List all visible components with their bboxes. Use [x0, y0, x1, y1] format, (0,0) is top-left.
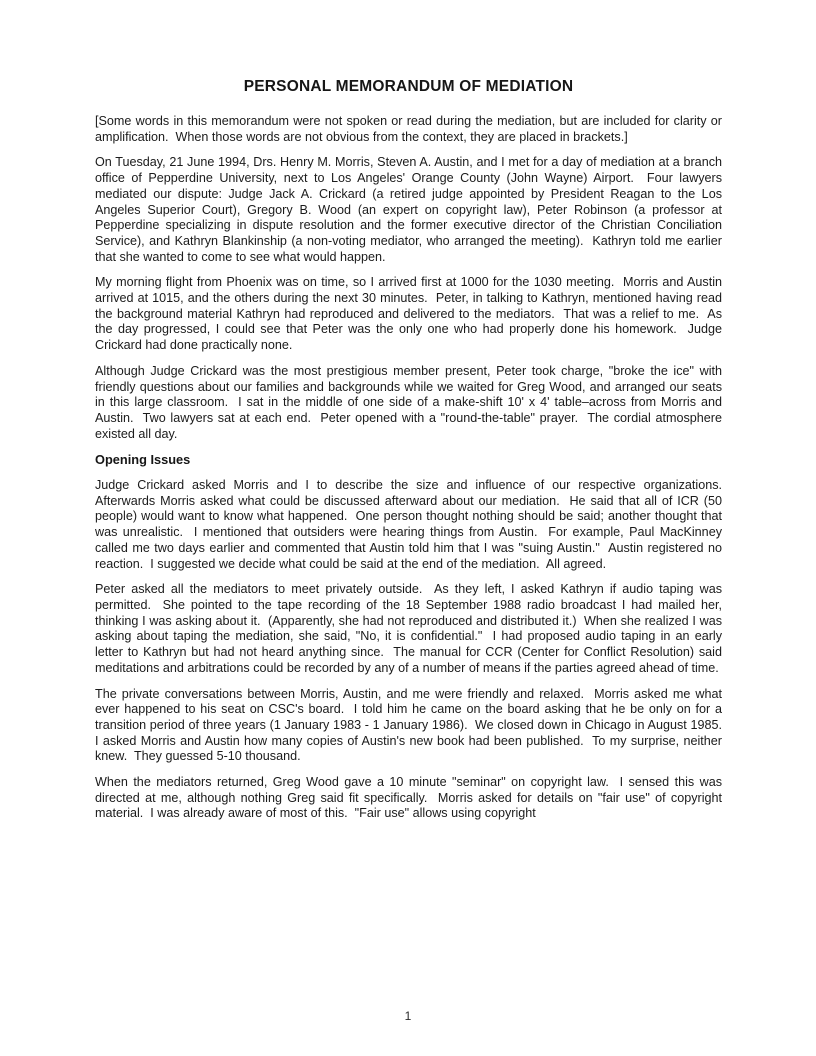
- paragraph-arrival: My morning flight from Phoenix was on time, so I arrived first at 1000 for the 1030 meeting. Morris and Austin arrived at 1015, and the others during the next 30 minutes. Peter, in talking to Kathryn, mentioned having read the background material Kathryn had reproduced and delivered to the mediators. That was a relief to me. As the day progressed, I could see that Peter was the only one who had properly done his homework. Judge Crickard had done practically none.: [95, 275, 726, 353]
- page-number: 1: [404, 1009, 412, 1023]
- document-title-text: PERSONAL MEMORANDUM OF MEDIATION: [243, 78, 574, 95]
- paragraph-mediation-day: On Tuesday, 21 June 1994, Drs. Henry M. Morris, Steven A. Austin, and I met for a day of mediation at a branch office of Pepperdine University, next to Los Angeles' Orange County (John Wayne) Airport. Four lawyers mediated our dispute: Judge Jack A. Crickard (a retired judge appointed by President Reagan to the Los Angeles Superior Court), Gregory B. Wood (an expert on copyright law), Peter Robinson (a professor at Pepperdine specializing in dispute resolution and the former executive director of the Christian Conciliation Service), and Kathryn Blankinship (a non-voting mediator, who arranged the meeting). Kathryn told me earlier that she wanted to come to see what would happen.: [95, 155, 726, 264]
- document-title: [95, 78, 722, 96]
- paragraph-audio-taping: Peter asked all the mediators to meet privately outside. As they left, I asked Kathryn if audio taping was permitted. She pointed to the tape recording of the 18 September 1988 radio broadcast I had mailed her, thinking I was asking about it. (Apparently, she had not reproduced and distributed it.) When she realized I was asking about taping the mediation, she said, "No, it is confidential." I had proposed audio taping in an early letter to Kathryn but had not heard anything since. The manual for CCR (Center for Conflict Resolution) said meditations and arbitrations could be recorded by any of a number of means if the parties agreed ahead of time.: [95, 582, 726, 675]
- paragraph-seating: Although Judge Crickard was the most prestigious member present, Peter took charge, "broke the ice" with friendly questions about our families and backgrounds while we waited for Greg Wood, and arranged our seats in this large classroom. I sat in the middle of one side of a make-shift 10' x 4' table–across from Morris and Austin. Two lawyers sat at each end. Peter opened with a "round-the-table" prayer. The cordial atmosphere existed all day.: [95, 363, 726, 441]
- paragraph-opening-discussion: Judge Crickard asked Morris and I to describe the size and influence of our respective organizations. Afterwards Morris asked what could be discussed afterward about our mediation. He said that all of ICR (50 people) would want to know what happened. One person thought nothing should be said; another thought that was unrealistic. I mentioned that outsiders were hearing things from Austin. For example, Paul MacKinney called me two days earlier and commented that Austin told him that I was "suing Austin." Austin registered no reaction. I suggested we decide what could be said at the end of the mediation. All agreed.: [95, 478, 729, 571]
- paragraph-private-conversations: The private conversations between Morris, Austin, and me were friendly and relaxed. Morris asked me what ever happened to his seat on CSC's board. I told him he came on the board asking that he be only on for a transition period of three years (1 January 1983 - 1 January 1986). We closed down in Chicago in August 1985. I asked Morris and Austin how many copies of Austin's new book had been published. To my surprise, neither knew. They guessed 5-10 thousand.: [95, 686, 729, 764]
- section-heading-opening-issues: Opening Issues: [95, 452, 191, 468]
- document-body: [95, 78, 729, 832]
- paragraph-copyright-seminar: When the mediators returned, Greg Wood gave a 10 minute "seminar" on copyright law. I sensed this was directed at me, although nothing Greg said fit specifically. Morris asked for details on "fair use" of copyright material. I was already aware of most of this. "Fair use" allows using copyright: [95, 775, 726, 821]
- paragraph-bracket-note: [Some words in this memorandum were not spoken or read during the mediation, but are included for clarity or amplification. When those words are not obvious from the context, they are placed in brackets.]: [95, 114, 726, 144]
